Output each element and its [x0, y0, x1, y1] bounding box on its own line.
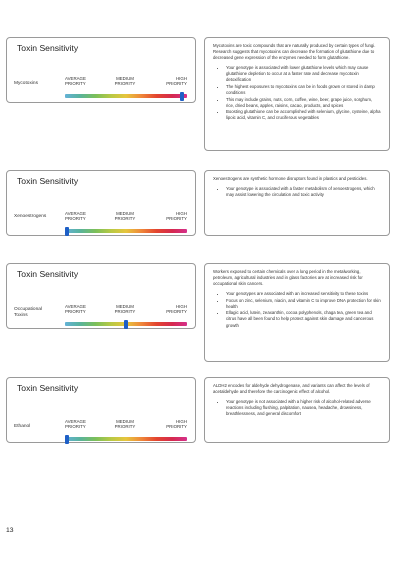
priority-card — [6, 263, 196, 329]
page-number: 13 — [6, 527, 14, 534]
card-title: Toxin Sensitivity — [17, 43, 79, 53]
list-item: • Your genotype is not associated with a higher risk of alcohol-related adverse reactions including flushing, palpitation, nausea, headache, drowsiness, breathlessness, and general discomfort — [226, 399, 381, 417]
average-priority-label: AVERAGE PRIORITY — [65, 419, 86, 430]
card-title: Toxin Sensitivity — [17, 176, 79, 186]
medium-priority-label: MEDIUM PRIORITY — [114, 419, 136, 430]
high-priority-label: HIGH PRIORITY — [166, 419, 187, 430]
high-priority-label: HIGH PRIORITY — [166, 211, 187, 222]
priority-gradient-bar — [65, 229, 187, 233]
medium-priority-label: MEDIUM PRIORITY — [114, 304, 136, 315]
list-item: • Your genotypes are associated with an increased sensitivity to these toxins — [226, 291, 381, 297]
list-item: • Your genotype is associated with a faster metabolism of xenoestrogens, which may assist lowering the circulation and toxic activity — [226, 186, 381, 198]
description-intro: Mycotoxins are toxic compounds that are naturally produced by certain types of fungi. Research suggests that mycotoxins can decrease the formation of glutathione due to decreased gene expression of the enzymes needed to form glutathione. — [213, 43, 376, 61]
list-item: • Ellagic acid, lutein, zeaxanthin, cocoa polyphenols, chaga tea, green tea and citrus have all been found to help protect against skin damage and cancerous growth — [226, 310, 381, 328]
priority-gradient-bar — [65, 437, 187, 441]
priority-marker — [180, 92, 184, 101]
priority-gradient-bar — [65, 94, 187, 98]
average-priority-label: AVERAGE PRIORITY — [65, 211, 86, 222]
bullet-list — [213, 186, 381, 198]
priority-card — [6, 170, 196, 236]
toxin-name: Xenoestrogens — [14, 214, 47, 219]
toxin-name: Mycotoxins — [14, 81, 38, 86]
description-card — [204, 170, 390, 236]
bullet-list — [213, 399, 381, 417]
description-intro: Workers exposed to certain chemicals over a long period in the metalworking, petroleum, agricultural industries and in glass factories are at increased risk for occupational skin cancers. — [213, 269, 363, 287]
description-card — [204, 377, 390, 443]
priority-marker — [124, 320, 128, 329]
bullet-list — [213, 65, 381, 121]
average-priority-label: AVERAGE PRIORITY — [65, 304, 86, 315]
high-priority-label: HIGH PRIORITY — [166, 76, 187, 87]
description-intro: ALDH2 encodes for aldehyde dehydrogenase, and variants can affect the levels of acetaldehyde and therefore the carcinogenic effect of alcohol. — [213, 383, 370, 395]
list-item: • Your genotype is associated with lower glutathione levels which may cause glutathione depletion to occur at a faster rate and decrease mycotoxin detoxification — [226, 65, 381, 83]
list-item: • This may include grains, nuts, corn, coffee, wine, beer, grape juice, sorghum, rice, dried beans, apples, raisins, cacao, products, and spices — [226, 97, 381, 109]
description-card — [204, 263, 390, 362]
priority-card — [6, 37, 196, 103]
toxin-name: Ethanol — [14, 424, 31, 429]
list-item: • Boosting glutathione can be accomplished with selenium, glycine, cysteine, alpha lipoic acid, vitamin C, and cruciferous vegetables — [226, 109, 381, 121]
priority-marker — [65, 227, 69, 236]
list-item: • The highest exposures to mycotoxins can be in foods grown or stored in damp conditions — [226, 84, 381, 96]
description-card — [204, 37, 390, 151]
average-priority-label: AVERAGE PRIORITY — [65, 76, 86, 87]
list-item: • Focus on zinc, selenium, niacin, and vitamin C to improve DNA protection for skin health — [226, 298, 381, 310]
medium-priority-label: MEDIUM PRIORITY — [114, 211, 136, 222]
card-title: Toxin Sensitivity — [17, 383, 79, 393]
priority-marker — [65, 435, 69, 444]
medium-priority-label: MEDIUM PRIORITY — [114, 76, 136, 87]
high-priority-label: HIGH PRIORITY — [166, 304, 187, 315]
description-intro: Xenoestrogens are synthetic hormone disruptors found in plastics and pesticides. — [213, 176, 368, 181]
bullet-list — [213, 291, 381, 328]
toxin-name: Occupational Toxins — [14, 307, 42, 318]
priority-card — [6, 377, 196, 443]
card-title: Toxin Sensitivity — [17, 269, 79, 279]
